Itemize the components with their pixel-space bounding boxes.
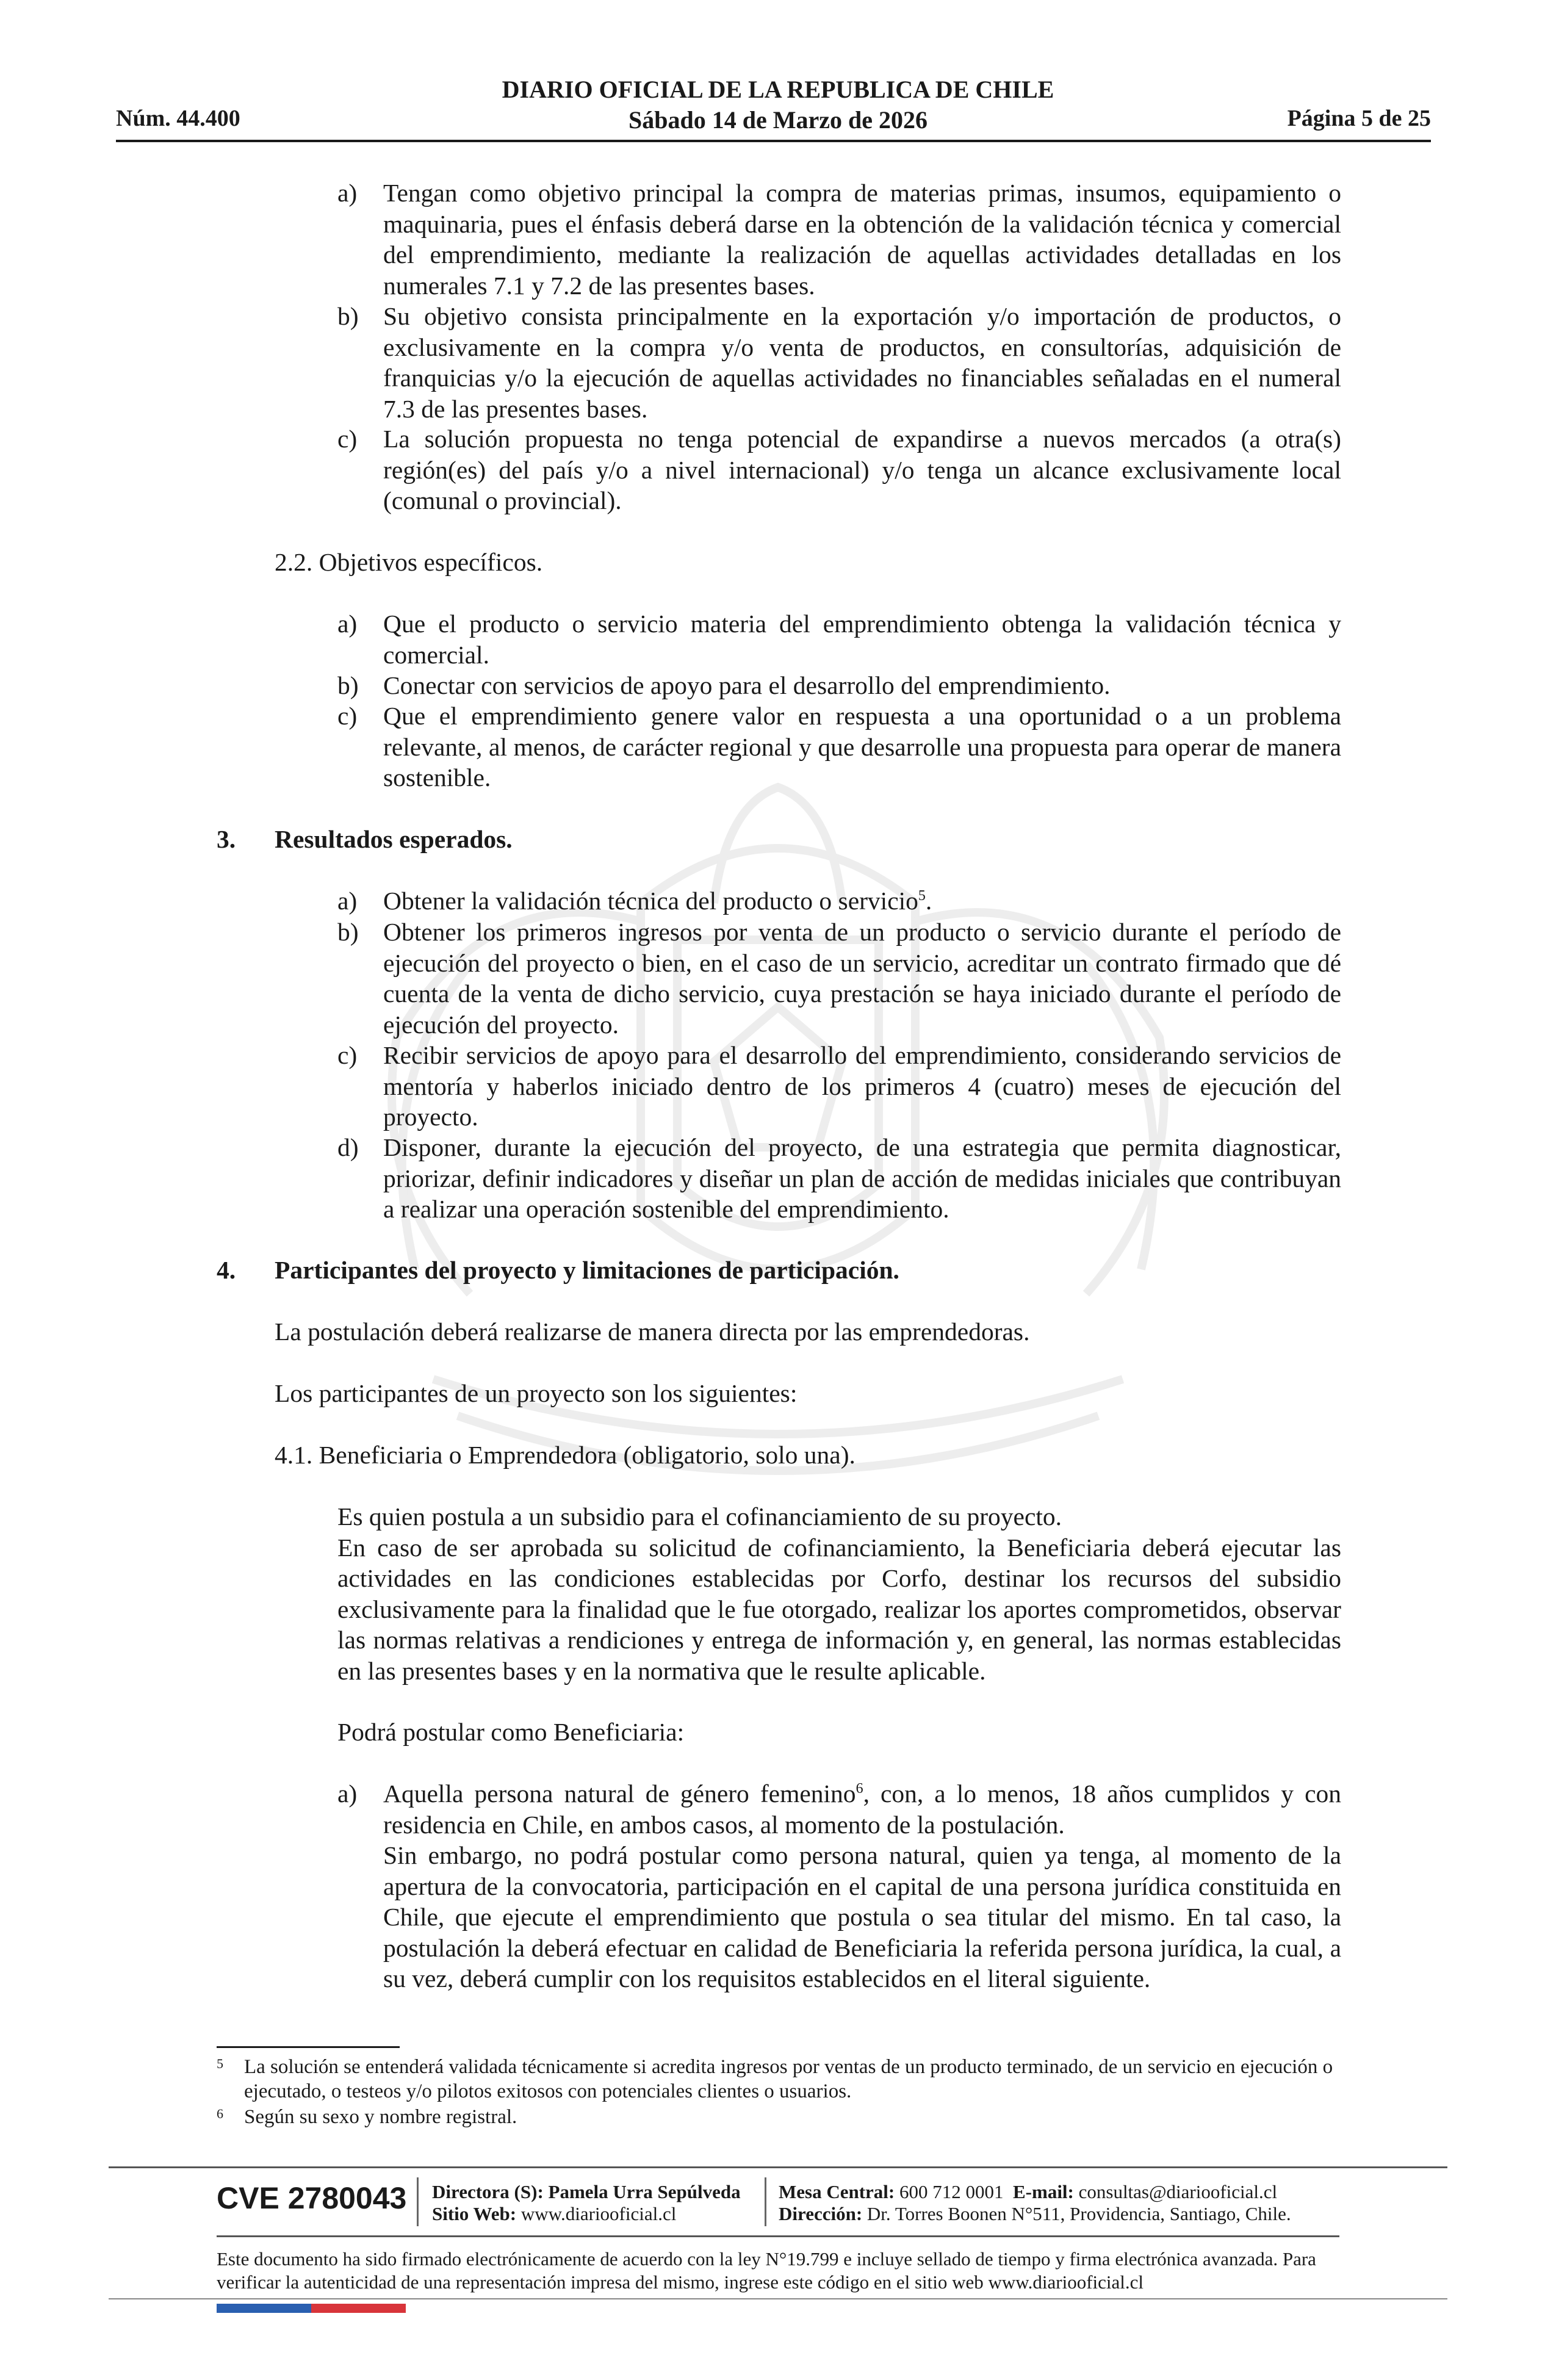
footnote [217,2105,1345,2129]
list-item-label: b) [337,918,359,946]
list-item-label: a) [337,179,358,207]
list-item-label: b) [337,302,359,330]
list-item-text: Que el emprendimiento genere valor en respuesta a una oportunidad o a un problema relevante, al menos, de carácter regional y que desarrolle una propuesta para operar de manera sostenible. [383,702,1341,792]
page-number: Página 5 de 25 [1287,106,1431,131]
footer-separator [765,2177,766,2226]
list-item-text: La solución propuesta no tenga potencial de expandirse a nuevos mercados (a otra(s) región(es) del país y/o a nivel internacional) y/o tenga un alcance exclusivamente local (comunal o provincial). [383,425,1341,514]
issue-number: Núm. 44.400 [116,106,240,131]
list-item-text-main: Aquella persona natural de género femenino [383,1780,856,1808]
list-item [337,1132,1341,1225]
list-item [337,701,1341,793]
paragraph [337,1501,1341,1686]
list-item-label: b) [337,671,359,699]
site-link[interactable]: www.diariooficial.cl [520,2203,677,2224]
newspaper-title: DIARIO OFICIAL DE LA REPUBLICA DE CHILE [502,76,1054,103]
list-item-text: Que el producto o servicio materia del emprendimiento obtenga la validación técnica y comercial. [383,610,1341,669]
director-label: Directora (S): [432,2181,544,2202]
section-title: Resultados esperados. [275,825,513,853]
list-item-text: Conectar con servicios de apoyo para el desarrollo del emprendimiento. [383,671,1111,699]
section-number: 3. [217,825,236,853]
footnote-text: La solución se entenderá validada técnicamente si acredita ingresos por ventas de un producto terminado, de un servicio en ejecución o ejecutado, o testeos y/o pilotos exitosos con potenciales clientes o usuarios. [244,2056,1333,2102]
footer-separator [417,2177,419,2226]
paragraph-body: En caso de ser aprobada su solicitud de cofinanciamiento, la Beneficiaria deberá ejecutar las actividades en las condiciones establecidas por Corfo, destinar los recursos del subsidio exclusivamente para la finalidad que le fue otorgado, realizar los aportes comprometidos, observar las normas relativas a rendiciones y entrega de información y, en general, las normas establecidas en las presentes bases y en la normativa que le resulte aplicable. [337,1533,1341,1685]
list-item-text [383,1778,1341,1994]
list-item-label: c) [337,425,358,453]
address-label: Dirección: [779,2203,863,2224]
cve-code: CVE 2780043 [217,2181,407,2215]
list-item-text-end: . [925,887,932,915]
list-item [337,424,1341,516]
legal-notice: Este documento ha sido firmado electrónicamente de acuerdo con la ley N°19.799 e incluye sellado de tiempo y firma electrónica avanzada. Para verificar la autenticidad de una representación impresa del mismo, ingrese este código en el sitio web www.diariooficial.cl [217,2248,1316,2293]
list-item-text: Tengan como objetivo principal la compra de materias primas, insumos, equipamiento o maquinaria, pues el énfasis deberá darse en la obtención de la validación técnica y comercial del emprendimiento, mediante la realización de aquellas actividades detalladas en los numerales 7.1 y 7.2 de las presentes bases. [383,179,1341,300]
list-item [337,917,1341,1040]
list-item-label: a) [337,1780,358,1808]
email-link[interactable]: consultas@diariooficial.cl [1078,2181,1278,2202]
list-item [337,670,1341,701]
phone-label: Mesa Central: [779,2181,895,2202]
paragraph: Podrá postular como Beneficiaria: [337,1718,685,1746]
list-item-text: Recibir servicios de apoyo para el desarrollo del emprendimiento, considerando servicios de mentoría y haberlos iniciado dentro de los primeros 4 (cuatro) meses de ejecución del proyecto. [383,1041,1341,1131]
list-item-label: c) [337,702,358,730]
email-label: E-mail: [1013,2181,1074,2202]
section-number: 4. [217,1256,236,1284]
flag-stripe-red [311,2304,406,2313]
list-item [337,178,1341,301]
paragraph: La postulación deberá realizarse de manera directa por las emprendedoras. [275,1318,1030,1346]
footer-divider [109,2166,1447,2168]
list-item [337,608,1341,670]
paragraph: Los participantes de un proyecto son los siguientes: [275,1379,798,1407]
subsection-title: 4.1. Beneficiaria o Emprendedora (obligatorio, solo una). [275,1441,855,1469]
footnote-ref: 6 [855,1781,863,1797]
footer-director-block [432,2181,741,2225]
paragraph-line: Es quien postula a un subsidio para el cofinanciamiento de su proyecto. [337,1502,1062,1531]
list-item-text-main: Obtener la validación técnica del producto o servicio [383,887,918,915]
issue-date: Sábado 14 de Marzo de 2026 [629,106,927,134]
list-item [337,301,1341,424]
list-item [337,1040,1341,1133]
list-item-label: a) [337,887,358,915]
list-item [337,885,1341,917]
footnote-number: 5 [217,2056,223,2071]
list-item-text: Disponer, durante la ejecución del proyecto, de una estrategia que permita diagnosticar, priorizar, definir indicadores y diseñar un plan de acción de medidas iniciales que contribuyan a realizar una operación sostenible del emprendimiento. [383,1133,1341,1223]
footnote-text: Según su sexo y nombre registral. [244,2106,517,2128]
footer-contact-block [779,2181,1291,2225]
footer-divider [109,2298,1447,2299]
list-item-label: c) [337,1041,358,1069]
list-item-text-cont: , con, a lo menos, 18 años cumplidos y con residencia en Chile, en ambos casos, al momento de la postulación. [383,1780,1341,1839]
footnote-divider [217,2046,400,2048]
footnote-number: 6 [217,2106,223,2121]
list-item [337,1778,1341,1994]
header-divider [116,140,1431,142]
list-item-text-extra: Sin embargo, no podrá postular como persona natural, quien ya tenga, al momento de la apertura de la convocatoria, participación en el capital de una persona jurídica constituida en Chile, que ejecute el emprendimiento que postula o sea titular del mismo. En tal caso, la postulación la deberá efectuar en calidad de Beneficiaria la referida persona jurídica, la cual, a su vez, deberá cumplir con los requisitos establecidos en el literal siguiente. [383,1841,1341,1992]
footnote [217,2055,1345,2104]
list-item-text: Obtener los primeros ingresos por venta de un producto o servicio durante el período de ejecución del proyecto o bien, en el caso de un servicio, acreditar un contrato firmado que dé cuenta de la venta de dicho servicio, cuya prestación se haya iniciado durante el período de ejecución del proyecto. [383,918,1341,1039]
footnote-ref: 5 [918,888,926,904]
list-item-text [383,885,1341,917]
flag-stripe-blue [217,2304,311,2313]
subsection-title: 2.2. Objetivos específicos. [275,548,543,576]
list-item-label: d) [337,1133,359,1161]
list-item-text: Su objetivo consista principalmente en la exportación y/o importación de productos, o exclusivamente en la compra y/o venta de productos, en consultorías, adquisición de franquicias y/o la ejecución de aquellas actividades no financiables señaladas en el numeral 7.3 de las presentes bases. [383,302,1341,423]
list-item-label: a) [337,610,358,638]
director-name: Pamela Urra Sepúlveda [548,2181,741,2202]
address-value: Dr. Torres Boonen N°511, Providencia, Santiago, Chile. [866,2203,1291,2224]
section-title: Participantes del proyecto y limitaciones de participación. [275,1256,899,1284]
footer-divider [217,2235,1339,2237]
phone-value: 600 712 0001 [899,2181,1004,2202]
site-label: Sitio Web: [432,2203,517,2224]
